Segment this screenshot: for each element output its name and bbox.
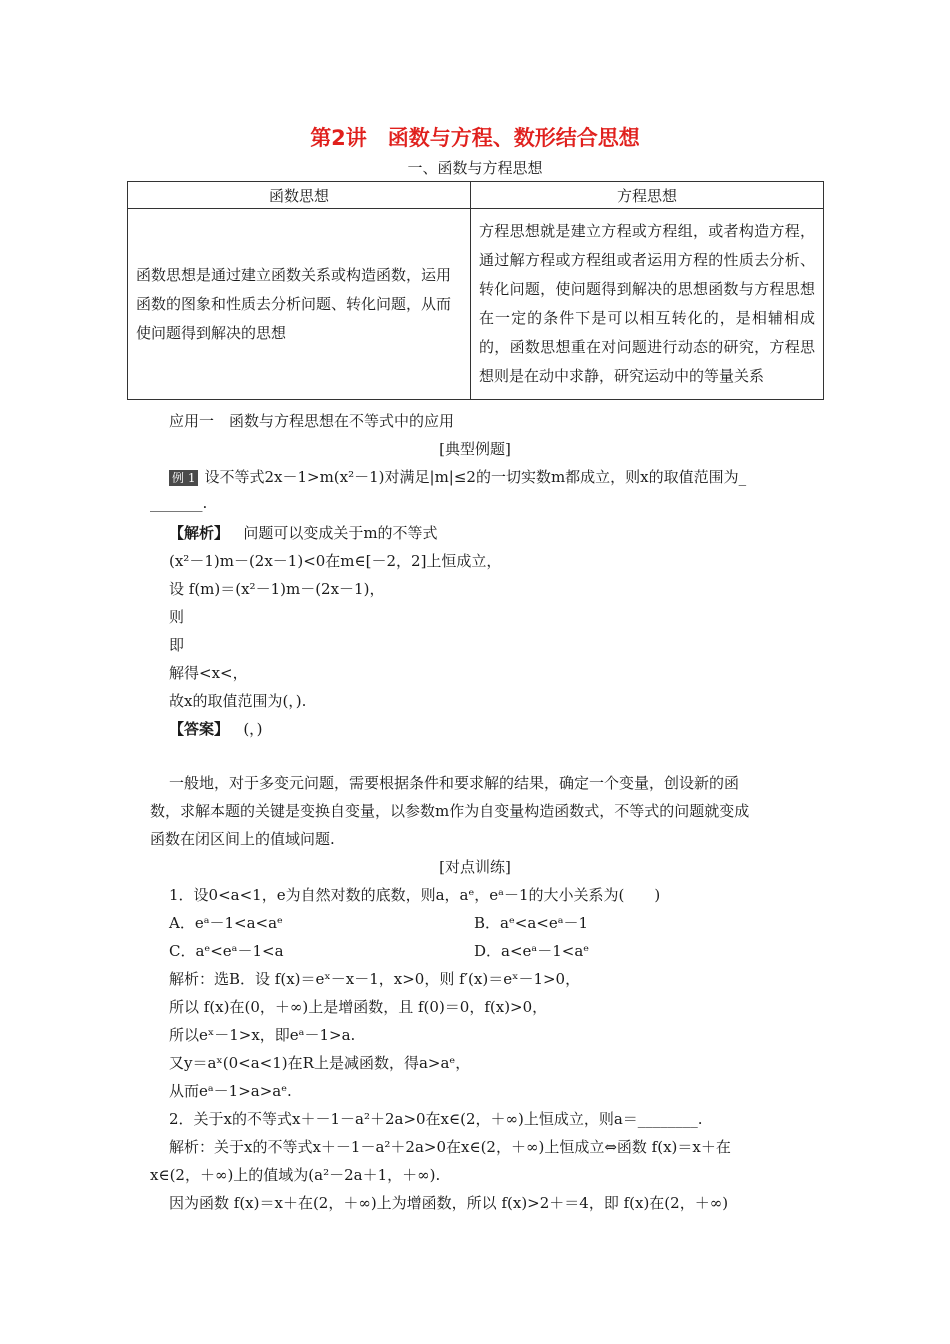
example-blank: _______.	[150, 494, 208, 512]
question-1-stem: 1．设0<a<1，e为自然对数的底数，则a，aᵉ，eᵃ－1的大小关系为( )	[169, 886, 661, 904]
answer-line	[169, 718, 263, 739]
question-2-solution-3: 因为函数 f(x)＝x＋在(2，＋∞)上为增函数，所以 f(x)>2＋＝4，即 f(x)在(2，＋∞)	[169, 1194, 729, 1212]
question-1-solution-5: 从而eᵃ－1>a>aᵉ.	[169, 1082, 292, 1100]
question-2-solution-2: x∈(2，＋∞)上的值域为(a²－2a＋1，＋∞).	[150, 1166, 441, 1184]
question-1-solution-1: 解析：选B．设 f(x)＝eˣ－x－1，x>0，则 f′(x)＝eˣ－1>0，	[169, 970, 581, 988]
answer-text: (，)	[243, 720, 263, 738]
table-cell-equation: 方程思想就是建立方程或方程组，或者构造方程，通过解方程或方程组或者运用方程的性质去分析、转化问题，使问题得到解决的思想函数与方程思想在一定的条件下是可以相互转化的，是相辅相成的，函数思想重在对问题进行动态的研究，方程思想则是在动中求静，研究运动中的等量关系	[471, 209, 824, 400]
question-1-option-d: D．a<eᵃ－1<aᵉ	[474, 942, 590, 960]
question-1-solution-3: 所以eˣ－1>x，即eᵃ－1>a.	[169, 1026, 356, 1044]
solution-line-7: 故x的取值范围为(，).	[169, 692, 307, 710]
application-heading: 应用一 函数与方程思想在不等式中的应用	[169, 412, 455, 430]
page-title: 第2讲 函数与方程、数形结合思想	[310, 126, 640, 150]
answer-label: 【答案】	[169, 720, 230, 738]
solution-line-1	[169, 522, 438, 543]
solution-label: 【解析】	[169, 524, 230, 542]
solution-line-4: 则	[169, 608, 185, 626]
practice-heading: [对点训练]	[439, 858, 511, 876]
question-1-option-a: A．eᵃ－1<a<aᵉ	[169, 914, 283, 932]
question-1-option-c: C．aᵉ<eᵃ－1<a	[169, 942, 284, 960]
example-1	[169, 466, 746, 487]
solution-text: 问题可以变成关于m的不等式	[243, 524, 438, 542]
question-2-solution-1: 解析：关于x的不等式x＋－1－a²＋2a>0在x∈(2，＋∞)上恒成立⇔函数 f(x)＝x＋在	[169, 1138, 731, 1156]
table-header-function: 函数思想	[128, 182, 471, 209]
solution-line-5: 即	[169, 636, 185, 654]
typical-examples-heading: [典型例题]	[439, 440, 511, 458]
remark-line-2: 数，求解本题的关键是变换自变量，以参数m作为自变量构造函数式，不等式的问题就变成	[150, 802, 750, 820]
question-1-option-b: B．aᵉ<a<eᵃ－1	[474, 914, 589, 932]
solution-line-2: (x²－1)m－(2x－1)<0在m∈[－2，2]上恒成立，	[169, 552, 502, 570]
solution-line-6: 解得<x<，	[169, 664, 248, 682]
question-1-solution-4: 又y＝aˣ(0<a<1)在R上是减函数，得a>aᵉ，	[169, 1054, 471, 1072]
comparison-table	[127, 181, 824, 400]
section-heading: 一、函数与方程思想	[407, 159, 543, 177]
remark-line-1: 一般地，对于多变元问题，需要根据条件和要求解的结果，确定一个变量，创设新的函	[169, 774, 740, 792]
example-badge: 例 1	[169, 470, 198, 486]
solution-line-3: 设 f(m)＝(x²－1)m－(2x－1)，	[169, 580, 385, 598]
question-1-solution-2: 所以 f(x)在(0，＋∞)上是增函数，且 f(0)＝0，f(x)>0，	[169, 998, 548, 1016]
table-header-equation: 方程思想	[471, 182, 824, 209]
example-text: 设不等式2x－1>m(x²－1)对满足|m|≤2的一切实数m都成立，则x的取值范围为_	[204, 468, 747, 486]
remark-line-3: 函数在闭区间上的值域问题.	[150, 830, 335, 848]
table-cell-function: 函数思想是通过建立函数关系或构造函数，运用函数的图象和性质去分析问题、转化问题，从而使问题得到解决的思想	[128, 209, 471, 400]
question-2-stem: 2．关于x的不等式x＋－1－a²＋2a>0在x∈(2，＋∞)上恒成立，则a＝________.	[169, 1110, 703, 1128]
